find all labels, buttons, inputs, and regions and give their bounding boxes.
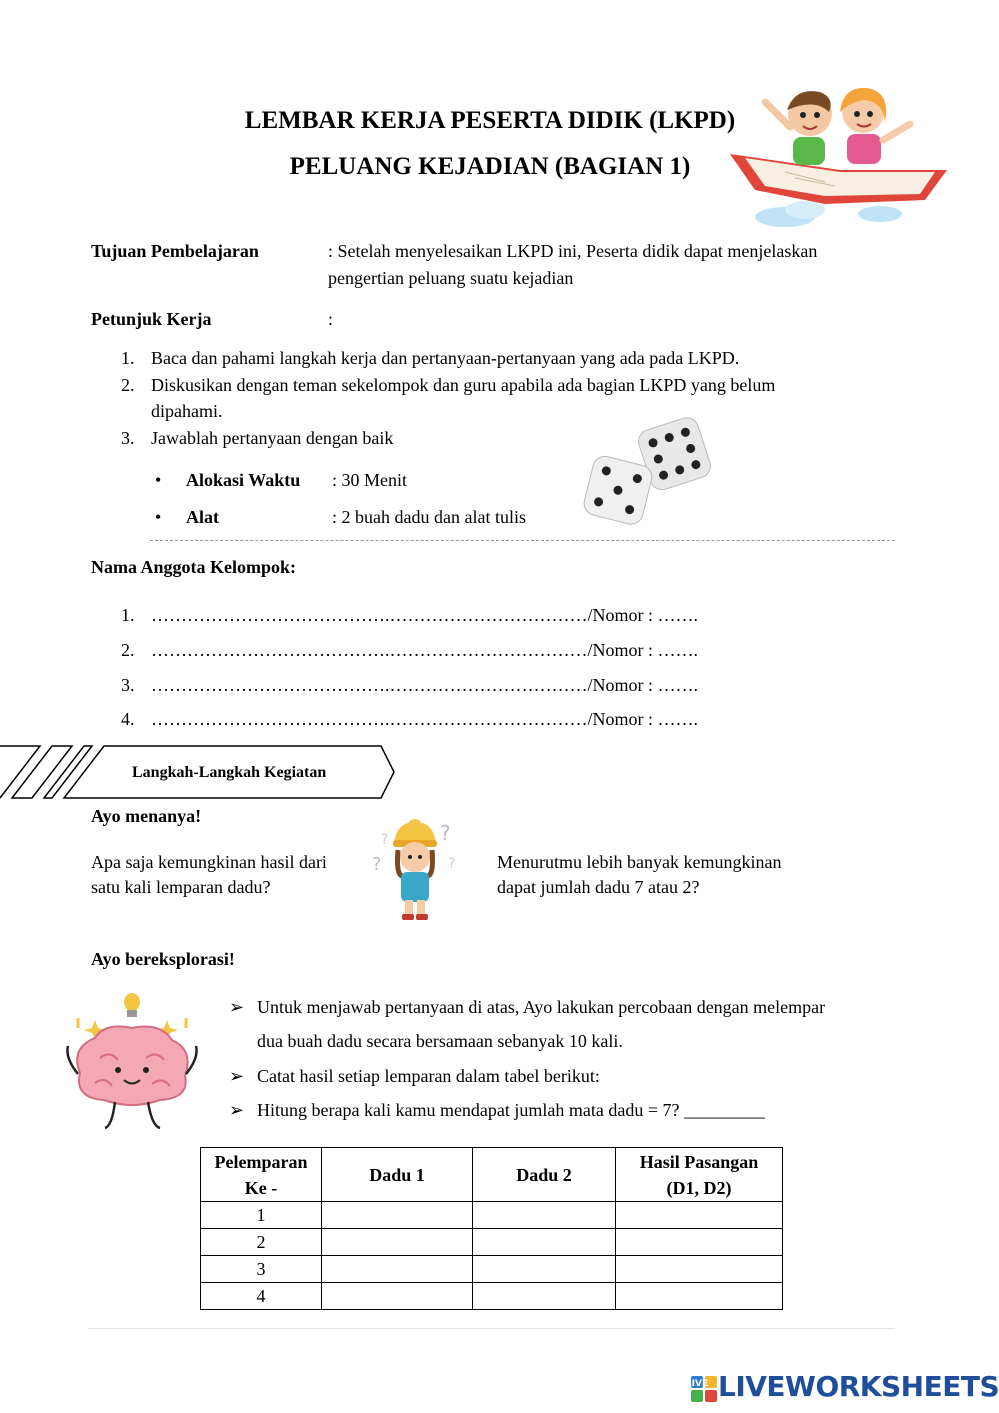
footer-divider — [88, 1328, 895, 1329]
banner-label: Langkah-Langkah Kegiatan — [132, 764, 327, 781]
instructions-label: Petunjuk Kerja — [91, 309, 212, 329]
header-dice-1: Dadu 1 — [322, 1148, 473, 1202]
group-title: Nama Anggota Kelompok: — [91, 557, 297, 577]
header-throw: Pelemparan Ke - — [201, 1148, 322, 1202]
instructions-colon: : — [328, 309, 334, 329]
divider — [150, 540, 895, 541]
allocation-value: : 30 Menit — [332, 470, 407, 490]
member-number: 4. — [121, 709, 135, 729]
ask-question-2-cont: dapat jumlah dadu 7 atau 2? — [497, 877, 700, 897]
table-row — [201, 1283, 783, 1310]
pair-cell[interactable] — [616, 1283, 783, 1310]
instruction-number: 1. — [121, 348, 135, 368]
objective-text-line1: : Setelah menyelesaikan LKPD ini, Peserta didik dapat menjelaskan — [328, 241, 818, 261]
dice-1-cell[interactable] — [322, 1202, 473, 1229]
allocation-label: Alokasi Waktu — [186, 470, 301, 490]
pair-cell[interactable] — [616, 1229, 783, 1256]
page-subtitle: PELUANG KEJADIAN (BAGIAN 1) — [289, 153, 691, 180]
header-pair: Hasil Pasangan (D1, D2) — [616, 1148, 783, 1202]
brain-icon — [60, 988, 205, 1138]
ask-question-2: Menurutmu lebih banyak kemungkinan — [497, 852, 782, 872]
dice-1-cell[interactable] — [322, 1256, 473, 1283]
thinking-girl-icon — [368, 812, 463, 927]
explore-step-text: Hitung berapa kali kamu mendapat jumlah mata dadu = 7? _________ — [257, 1100, 766, 1120]
question-mark-icon: ? — [372, 854, 382, 875]
table-header-row — [201, 1148, 783, 1202]
bullet-icon: • — [155, 507, 162, 527]
question-mark-icon: ? — [381, 832, 389, 848]
ask-question-1: Apa saja kemungkinan hasil dari — [91, 852, 327, 872]
dice-2-cell[interactable] — [473, 1202, 616, 1229]
pair-cell[interactable] — [616, 1202, 783, 1229]
footer-brand[interactable]: LIVEWORKSHEETS — [718, 1370, 999, 1403]
member-line: ………………………………….……………………………/Nomor : ……. — [151, 640, 698, 660]
kids-on-book-icon — [725, 82, 955, 232]
table-row — [201, 1202, 783, 1229]
instruction-number: 3. — [121, 428, 135, 448]
explore-step-text: Catat hasil setiap lemparan dalam tabel berikut: — [257, 1066, 600, 1086]
row-number: 3 — [201, 1256, 322, 1283]
question-mark-icon: ? — [440, 821, 451, 845]
objective-text-line2: pengertian peluang suatu kejadian — [328, 268, 574, 288]
member-number: 1. — [121, 605, 135, 625]
pair-cell[interactable] — [616, 1256, 783, 1283]
row-number: 4 — [201, 1283, 322, 1310]
explore-step-text: Untuk menjawab pertanyaan di atas, Ayo lakukan percobaan dengan melempar — [257, 997, 826, 1017]
row-number: 2 — [201, 1229, 322, 1256]
dice-2-cell[interactable] — [473, 1283, 616, 1310]
dice-2-cell[interactable] — [473, 1256, 616, 1283]
svg-text:LIVE: LIVE — [685, 1379, 709, 1389]
liveworksheets-logo-icon — [685, 1376, 717, 1402]
instruction-text: Jawablah pertanyaan dengan baik — [151, 428, 394, 448]
table-row — [201, 1229, 783, 1256]
bullet-icon: • — [155, 470, 162, 490]
dice-icon — [582, 410, 717, 525]
member-number: 3. — [121, 675, 135, 695]
question-mark-icon: ? — [448, 856, 456, 872]
dice-1-cell[interactable] — [322, 1283, 473, 1310]
ask-question-1-cont: satu kali lemparan dadu? — [91, 877, 271, 897]
objective-label: Tujuan Pembelajaran — [91, 241, 259, 261]
member-line: ………………………………….……………………………/Nomor : ……. — [151, 709, 698, 729]
instruction-text-cont: dipahami. — [151, 401, 223, 421]
page-title: LEMBAR KERJA PESERTA DIDIK (LKPD) — [244, 107, 736, 134]
table-row — [201, 1256, 783, 1283]
header-dice-2: Dadu 2 — [473, 1148, 616, 1202]
explore-step-text-cont: dua buah dadu secara bersamaan sebanyak 10 kali. — [257, 1031, 623, 1051]
tools-value: : 2 buah dadu dan alat tulis — [332, 507, 526, 527]
tools-label: Alat — [186, 507, 219, 527]
dice-2-cell[interactable] — [473, 1229, 616, 1256]
results-table — [200, 1147, 783, 1310]
instruction-number: 2. — [121, 375, 135, 395]
member-line: ………………………………….……………………………/Nomor : ……. — [151, 605, 698, 625]
arrow-bullet-icon: ➢ — [229, 1100, 245, 1120]
instruction-text: Baca dan pahami langkah kerja dan pertanyaan-pertanyaan yang ada pada LKPD. — [151, 348, 740, 368]
explore-heading: Ayo bereksplorasi! — [91, 949, 235, 969]
dice-1-cell[interactable] — [322, 1229, 473, 1256]
member-line: ………………………………….……………………………/Nomor : ……. — [151, 675, 698, 695]
row-number: 1 — [201, 1202, 322, 1229]
arrow-bullet-icon: ➢ — [229, 997, 245, 1017]
ask-heading: Ayo menanya! — [91, 806, 202, 826]
instruction-text: Diskusikan dengan teman sekelompok dan guru apabila ada bagian LKPD yang belum — [151, 375, 776, 395]
arrow-bullet-icon: ➢ — [229, 1066, 245, 1086]
member-number: 2. — [121, 640, 135, 660]
